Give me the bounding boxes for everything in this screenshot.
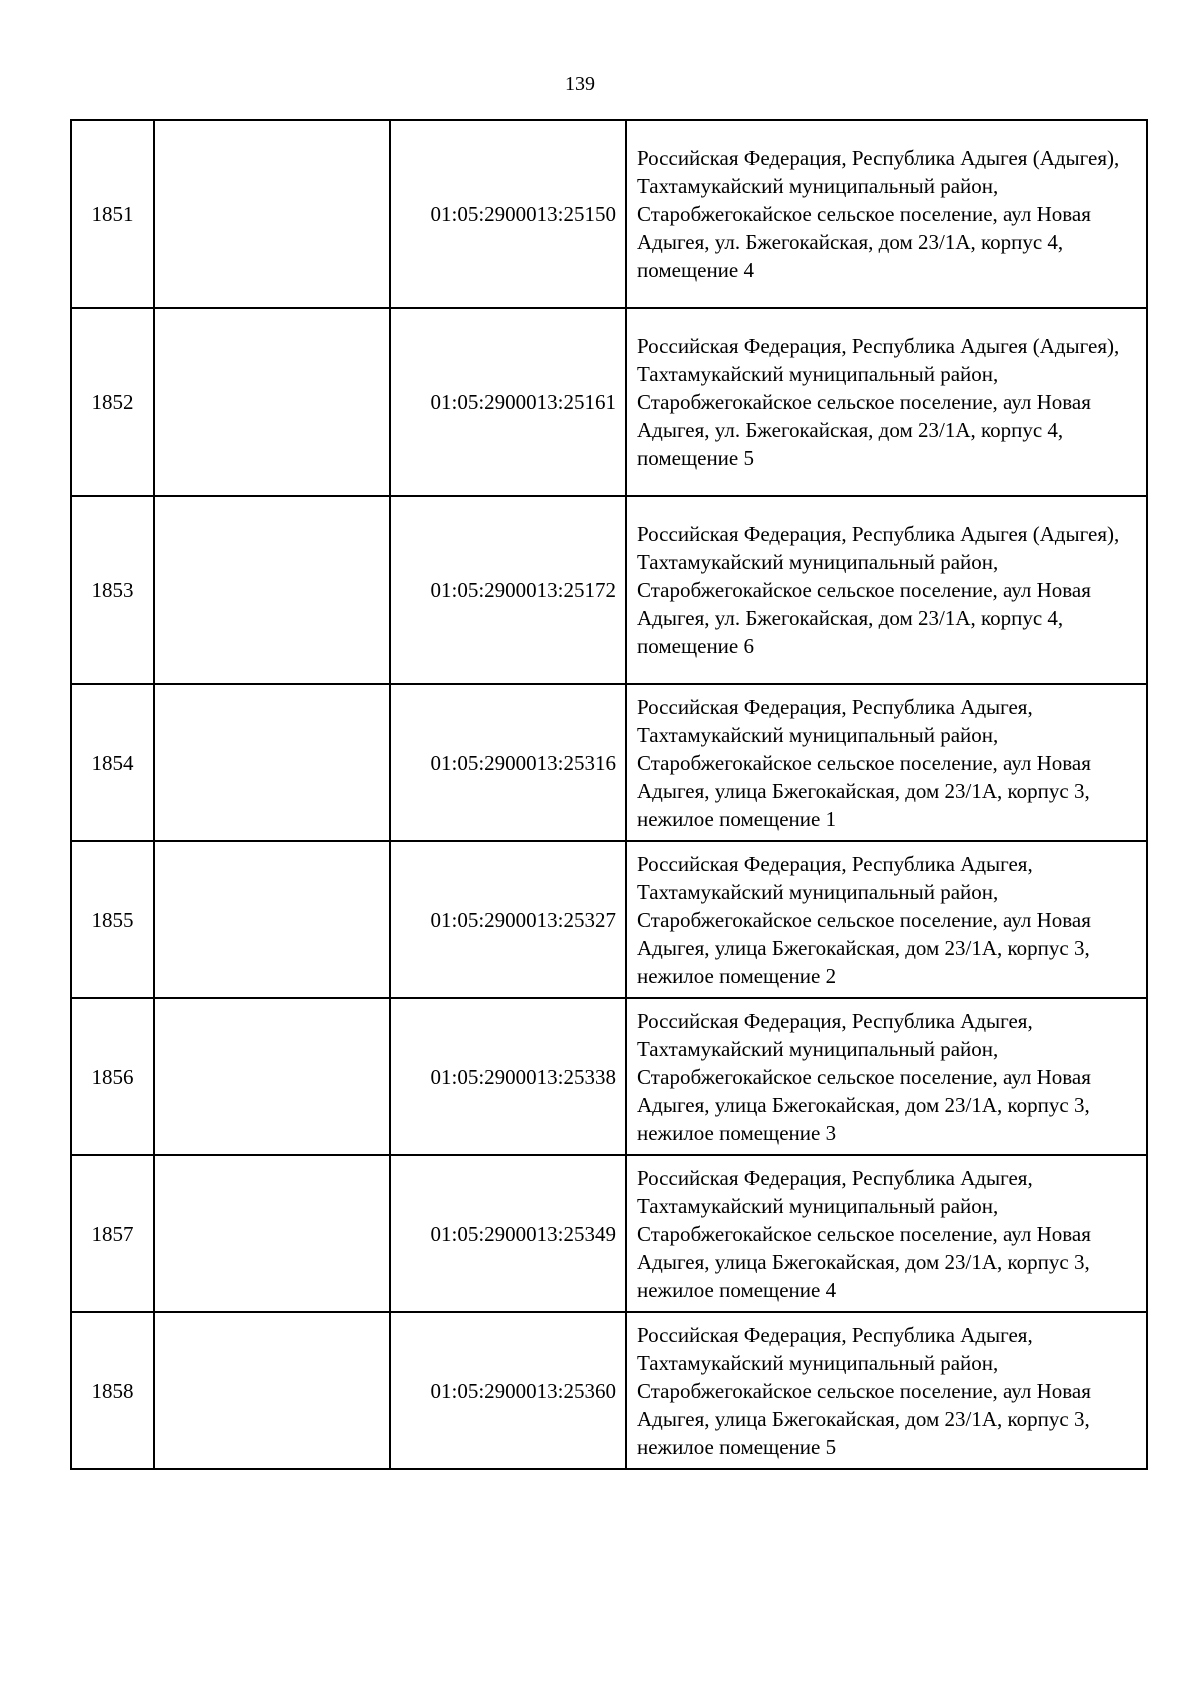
property-registry-table (70, 119, 1148, 1470)
cadastral-number: 01:05:2900013:25360 (390, 1312, 626, 1469)
address-cell: Российская Федерация, Республика Адыгея, Тахтамукайский муниципальный район, Старобжегокайское сельское поселение, аул Новая Адыгея, улица Бжегокайская, дом 23/1А, корпус 3, нежилое помещение 5 (626, 1312, 1147, 1469)
object-name-cell (154, 998, 390, 1155)
row-number: 1854 (71, 684, 154, 841)
table-row (71, 120, 1147, 308)
address-cell: Российская Федерация, Республика Адыгея, Тахтамукайский муниципальный район, Старобжегокайское сельское поселение, аул Новая Адыгея, улица Бжегокайская, дом 23/1А, корпус 3, нежилое помещение 4 (626, 1155, 1147, 1312)
object-name-cell (154, 1155, 390, 1312)
cadastral-number: 01:05:2900013:25316 (390, 684, 626, 841)
address-cell: Российская Федерация, Республика Адыгея, Тахтамукайский муниципальный район, Старобжегокайское сельское поселение, аул Новая Адыгея, улица Бжегокайская, дом 23/1А, корпус 3, нежилое помещение 3 (626, 998, 1147, 1155)
object-name-cell (154, 308, 390, 496)
row-number: 1857 (71, 1155, 154, 1312)
object-name-cell (154, 120, 390, 308)
row-number: 1853 (71, 496, 154, 684)
address-cell: Российская Федерация, Республика Адыгея (Адыгея), Тахтамукайский муниципальный район, Старобжегокайское сельское поселение, аул Новая Адыгея, ул. Бжегокайская, дом 23/1А, корпус 4, помещение 5 (626, 308, 1147, 496)
table-row (71, 308, 1147, 496)
row-number: 1855 (71, 841, 154, 998)
address-cell: Российская Федерация, Республика Адыгея (Адыгея), Тахтамукайский муниципальный район, Старобжегокайское сельское поселение, аул Новая Адыгея, ул. Бжегокайская, дом 23/1А, корпус 4, помещение 6 (626, 496, 1147, 684)
cadastral-number: 01:05:2900013:25161 (390, 308, 626, 496)
row-number: 1852 (71, 308, 154, 496)
row-number: 1856 (71, 998, 154, 1155)
table-row (71, 1155, 1147, 1312)
row-number: 1858 (71, 1312, 154, 1469)
table-row (71, 1312, 1147, 1469)
table-row (71, 998, 1147, 1155)
cadastral-number: 01:05:2900013:25150 (390, 120, 626, 308)
cadastral-number: 01:05:2900013:25338 (390, 998, 626, 1155)
cadastral-number: 01:05:2900013:25327 (390, 841, 626, 998)
address-cell: Российская Федерация, Республика Адыгея, Тахтамукайский муниципальный район, Старобжегокайское сельское поселение, аул Новая Адыгея, улица Бжегокайская, дом 23/1А, корпус 3, нежилое помещение 2 (626, 841, 1147, 998)
address-cell: Российская Федерация, Республика Адыгея (Адыгея), Тахтамукайский муниципальный район, Старобжегокайское сельское поселение, аул Новая Адыгея, ул. Бжегокайская, дом 23/1А, корпус 4, помещение 4 (626, 120, 1147, 308)
object-name-cell (154, 684, 390, 841)
object-name-cell (154, 1312, 390, 1469)
cadastral-number: 01:05:2900013:25172 (390, 496, 626, 684)
address-cell: Российская Федерация, Республика Адыгея, Тахтамукайский муниципальный район, Старобжегокайское сельское поселение, аул Новая Адыгея, улица Бжегокайская, дом 23/1А, корпус 3, нежилое помещение 1 (626, 684, 1147, 841)
page-number: 139 (565, 73, 595, 95)
table-row (71, 496, 1147, 684)
row-number: 1851 (71, 120, 154, 308)
object-name-cell (154, 841, 390, 998)
cadastral-number: 01:05:2900013:25349 (390, 1155, 626, 1312)
table-row (71, 841, 1147, 998)
table-row (71, 684, 1147, 841)
object-name-cell (154, 496, 390, 684)
